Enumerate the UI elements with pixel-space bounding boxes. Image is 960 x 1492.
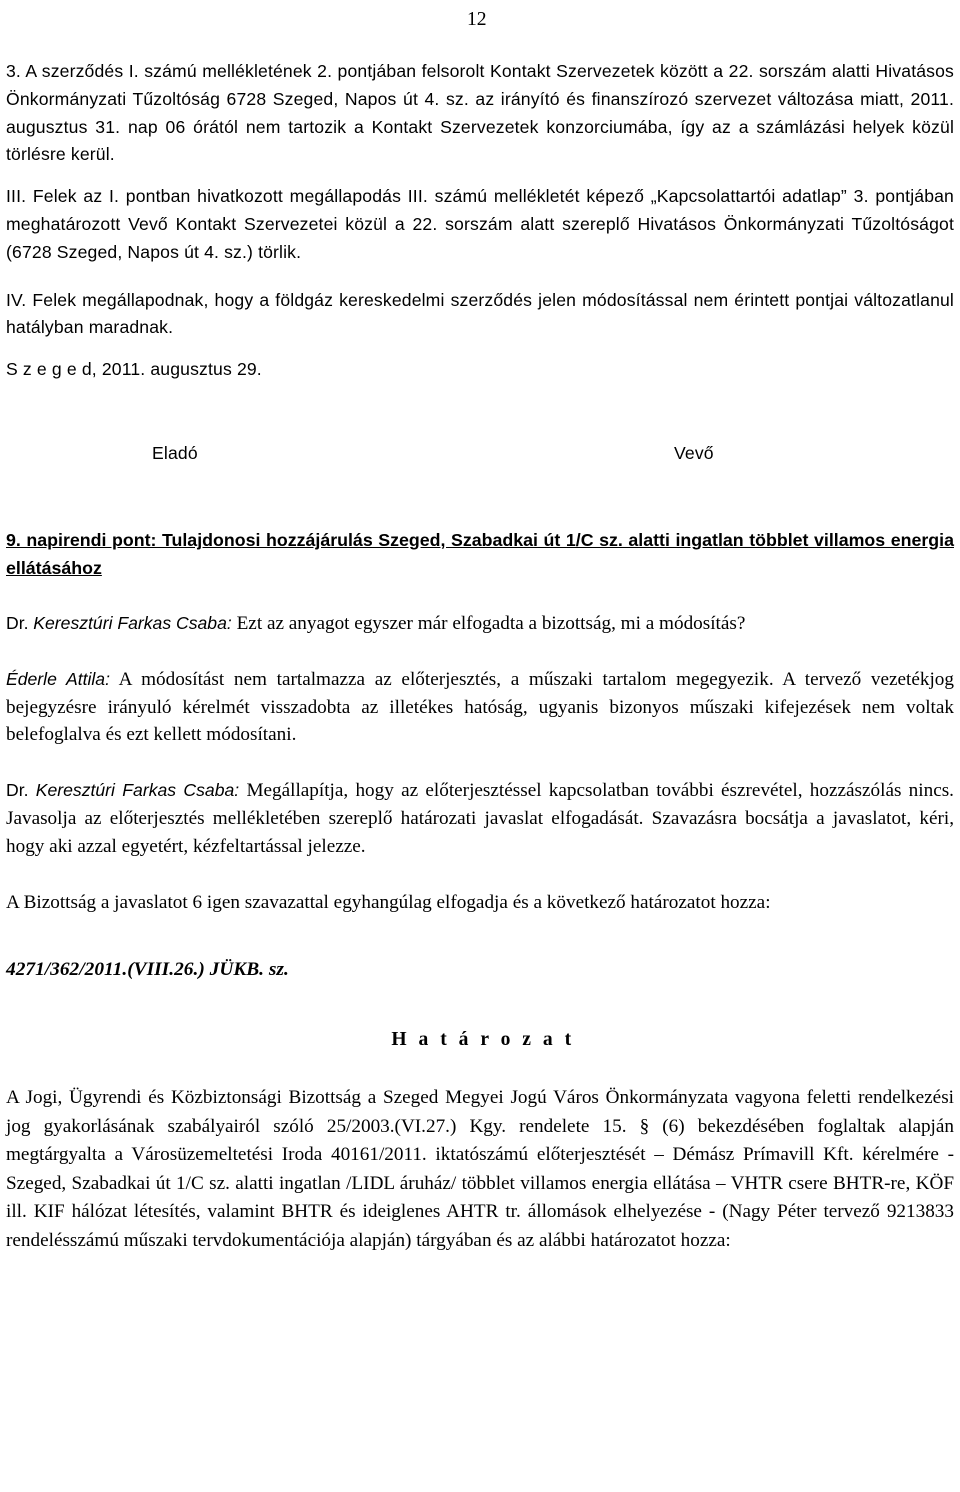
statement-text: Megállapítja, hogy az előterjesztéssel kapcsolatban további észrevétel, hozzászólás nincs. Javasolja az előterjesztés mellékletében szereplő határozati javaslat elfogadását. Szavazásra bocsátja a javaslatot, kéri, hogy aki azzal egyetért, kézfeltartással jelezze. — [6, 780, 954, 857]
signature-block — [6, 440, 954, 470]
statement-2 — [6, 666, 954, 749]
page-number: 12 — [467, 9, 487, 30]
resolution-text: A Jogi, Ügyrendi és Közbiztonsági Bizottság a Szeged Megyei Jogú Város Önkormányzata vagyona feletti rendelkezési jog gyakorlásának szabályairól szóló 25/2003.(VI.27.) Kgy. rendelete 15. § (6) bekezdésében foglaltak alapján megtárgyalta a Városüzemeltetési Iroda 40161/2011. iktatószámú előterjesztését – Démász Prímavill Kft. kérelmére - Szeged, Szabadkai út 1/C sz. alatti ingatlan /LIDL áruház/ többlet villamos energia ellátása – VHTR csere BHTR-re, KÖF ill. KIF hálózat létesítés, valamint BHTR és ideiglenes AHTR tr. állomások elhelyezése - (Nagy Péter tervező 9213833 rendelésszámú műszaki tervdokumentációja alapján) tárgyában és az alábbi határozatot hozza: — [6, 1086, 954, 1251]
speaker-name: Éderle Attila: — [6, 668, 110, 689]
paragraph-IV: IV. Felek megállapodnak, hogy a földgáz kereskedelmi szerződés jelen módosítással nem érintett pontjai változatlanul hatályban maradnak. — [6, 289, 954, 338]
decision-number: 4271/362/2011.(VIII.26.) JÜKB. sz. — [6, 959, 289, 981]
signature-seller: Eladó — [152, 442, 198, 463]
signature-buyer: Vevő — [674, 442, 714, 463]
statement-text: Ezt az anyagot egyszer már elfogadta a bizottság, mi a módosítás? — [236, 612, 746, 634]
paragraph-3: 3. A szerződés I. számú mellékletének 2. pontjában felsorolt Kontakt Szervezetek között a 22. sorszám alatti Hivatásos Önkormányzati Tűzoltóság 6728 Szeged, Napos út 4. sz. az irányító és finanszírozó szervezet változása miatt, 2011. augusztus 31. nap 06 órától nem tartozik a Kontakt Szervezetek konzorciumába, így az a számlázási helyek közül törlésre kerül. — [6, 61, 954, 165]
speaker-prefix: Dr. — [6, 612, 29, 633]
agenda-heading: 9. napirendi pont: Tulajdonosi hozzájárulás Szeged, Szabadkai út 1/C sz. alatti ingatlan többlet villamos energia ellátásához — [6, 529, 954, 578]
paragraph-III: III. Felek az I. pontban hivatkozott megállapodás III. számú mellékletét képező „Kapcsolattartói adatlap” 3. pontjában meghatározott Vevő Kontakt Szervezetei közül a 22. sorszám alatt szereplő Hivatásos Önkormányzati Tűzoltóságot (6728 Szeged, Napos út 4. sz.) törlik. — [6, 186, 954, 262]
statement-text: A módosítást nem tartalmazza az előterjesztés, a műszaki tartalom megegyezik. A tervező vezetékjog bejegyzésre irányuló kérelmét visszadobta az illetékes hatóság, ugyanis bizonyos műszaki kifejezések nem voltak belefoglalva és ezt kellett módosítani. — [6, 668, 954, 746]
statement-1 — [6, 610, 954, 638]
resolution-title: H a t á r o z a t — [391, 1029, 575, 1051]
speaker-name: Keresztúri Farkas Csaba: — [33, 612, 232, 633]
place-date: S z e g e d, 2011. augusztus 29. — [6, 359, 262, 380]
speaker-prefix: Dr. — [6, 780, 29, 801]
statement-3 — [6, 777, 954, 860]
speaker-name: Keresztúri Farkas Csaba: — [35, 780, 240, 801]
vote-result: A Bizottság a javaslatot 6 igen szavazattal egyhangúlag elfogadja és a következő határozatot hozza: — [6, 891, 771, 913]
